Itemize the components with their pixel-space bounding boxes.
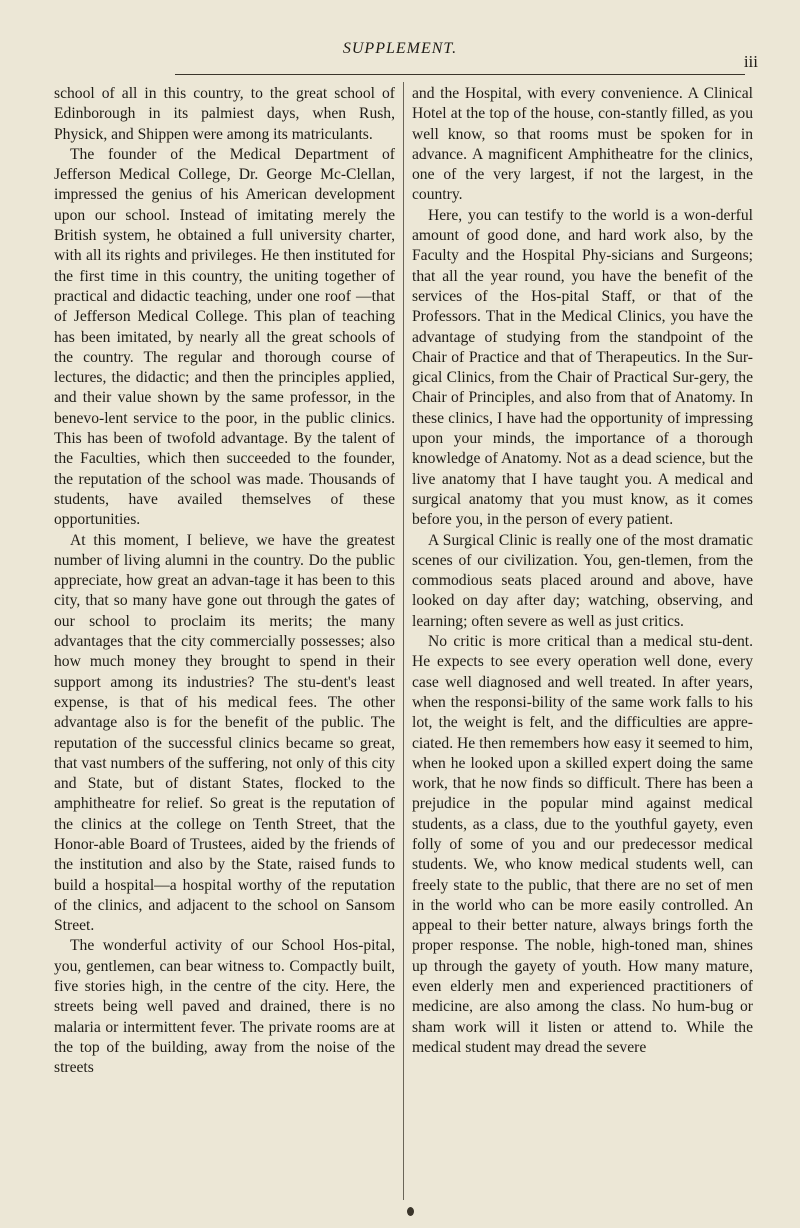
paragraph: The founder of the Medical Department of Jefferson Medical College, Dr. George Mc-Clellan, impressed the genius of his American development upon our school. Instead of imitating merely the British system, he obtained a full university charter, with all its rights and privileges. He then instituted for the first time in this country, the uniting together of practical and didactic teaching, under one roof —that of Jefferson Medical College. This plan of teaching has been imitated, by nearly all the great schools of the country. The regular and thorough course of lectures, the didactic; and then the principles applied, and their value shown by the same professor, in the benevo-lent service to the poor, in the public clinics. This has been of twofold advantage. By the talent of the Faculties, which then succeeded to the founder, the reputation of the school was made. Thousands of students, have availed themselves of these opportunities. [54,145,395,529]
header-rule [175,74,745,75]
running-head: SUPPLEMENT. [342,40,458,57]
paragraph: No critic is more critical than a medical stu-dent. He expects to see every operation well done, every case well diagnosed and well treated. In after years, when the responsi-bility of the same work falls to his lot, the weight is felt, and the difficulties are appre-ciated. He then remembers how easy it seemed to him, when he looked upon a skilled expert doing the same work, that he now finds so difficult. There has been a prejudice in the popular mind against medical students, as a class, due to the youthful gayety, even folly of some of you and our predecessor medical students. We, who know medical students well, can freely state to the public, that there are no set of men in the world who can be more easily controlled. An appeal to their better nature, always brings forth the proper response. The noble, high-toned man, shines up through the gayety of youth. How many mature, even elderly men and experienced practitioners of medicine, are also among the class. No hum-bug or sham work will it listen or attend to. While the medical student may dread the severe [412,633,753,1056]
left-column [54,84,395,1079]
ink-mark [407,1207,414,1216]
page-number: iii [743,52,758,71]
right-column [412,84,753,1058]
paragraph: school of all in this country, to the great school of Edinborough in its palmiest days, when Rush, Physick, and Shippen were among its matriculants. [54,85,395,143]
column-divider [403,82,404,1200]
paragraph: The wonderful activity of our School Hos-pital, you, gentlemen, can bear witness to. Compactly built, five stories high, in the centre of the city. Here, the streets being well paved and drained, there is no malaria or intermittent fever. The private rooms are at the top of the building, away from the noise of the streets [54,937,395,1077]
paragraph: and the Hospital, with every convenience. A Clinical Hotel at the top of the house, con-stantly filled, as you well know, so that rooms must be spoken for in advance. A magnificent Amphitheatre for the clinics, one of the very largest, if not the largest, in the country. [412,85,753,204]
paragraph: At this moment, I believe, we have the greatest number of living alumni in the country. Do the public appreciate, how great an advan-tage it has been to this city, that so many have gone out through the gates of our school to proclaim its merits; the many advantages that the city commercially possesses; also how much money they brought to spend in their support among its industries? The stu-dent's least expense, is that of his medical fees. The other advantage also is for the benefit of the public. The reputation of the successful clinics became so great, that vast numbers of the suffering, not only of this city and State, but of distant States, flocked to the amphitheatre for relief. So great is the reputation of the clinics at the college on Tenth Street, that the Honor-able Board of Trustees, aided by the friends of the institution and also by the State, raised funds to build a hospital—a hospital worthy of the reputation of the clinics, and adjacent to the school on Sansom Street. [54,531,395,935]
paragraph: A Surgical Clinic is really one of the most dramatic scenes of our civilization. You, gen-tlemen, from the commodious seats placed around and above, have looked on day after day; watching, observing, and learning; often severe as well as just critics. [412,531,753,630]
paragraph: Here, you can testify to the world is a won-derful amount of good done, and hard work also, by the Faculty and the Hospital Phy-sicians and Surgeons; that all the year round, you have the benefit of the services of the Hos-pital Staff, or that of the Professors. That in the Medical Clinics, you have the advantage of studying from the standpoint of the Chair of Practice and that of Therapeutics. In the Sur-gical Clinics, from the Chair of Practical Sur-gery, the Chair of Principles, and also from that of Anatomy. In these clinics, I have had the opportunity of impressing upon your minds, the importance of a thorough knowledge of Anatomy. Not as a dead science, but the live anatomy that I have taught you. A medical and surgical anatomy that you must know, as it comes before you, in the person of every patient. [412,206,753,529]
